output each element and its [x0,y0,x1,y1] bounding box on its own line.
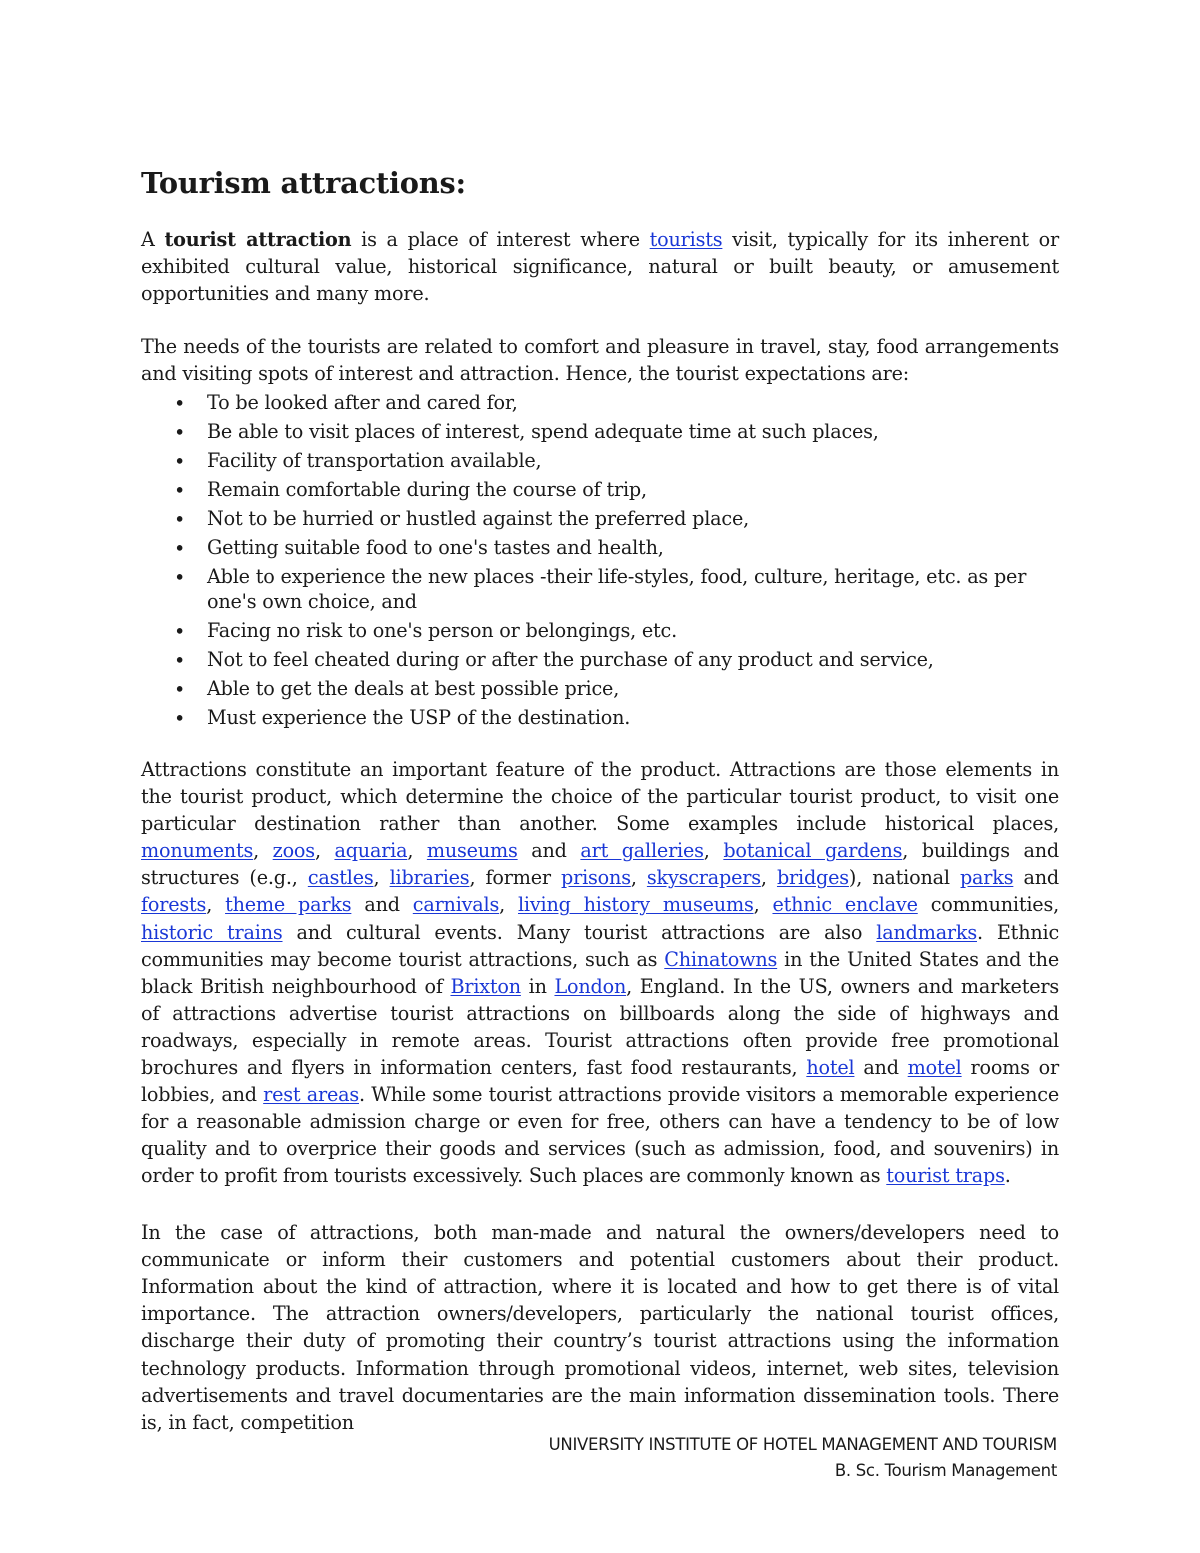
link-rest-areas[interactable]: rest areas [263,1083,359,1107]
link-forests[interactable]: forests [141,893,207,917]
para-text: , [499,893,518,917]
needs-paragraph: The needs of the tourists are related to comfort and pleasure in travel, stay, food arrangements and visiting spots of interest and attraction. Hence, the tourist expectations are: [141,334,1059,385]
list-item [141,390,1059,415]
bullet-icon: • [174,508,186,532]
para-text: and [517,839,581,863]
list-item-text: Be able to visit places of interest, spend adequate time at such places, [207,420,879,444]
para-text: , [703,839,724,863]
intro-bold-term: tourist attraction [164,228,352,251]
list-item [141,419,1059,444]
page-footer [549,1432,1057,1484]
list-item [141,477,1059,502]
list-item-text: Able to experience the new places -their life-styles, food, culture, heritage, etc. as per one's own choice, and [207,565,1027,614]
list-item [141,618,1059,643]
list-item [141,564,1059,614]
para-text: . [1004,1164,1011,1188]
bullet-icon: • [174,707,186,731]
list-item [141,448,1059,473]
para-text: . Ethnic communities may become tourist attractions, such as [141,920,1059,971]
section-title: Tourism attractions: [141,166,466,200]
link-chinatowns[interactable]: Chinatowns [664,947,778,971]
list-item-text: Not to be hurried or hustled against the preferred place, [207,507,749,531]
list-item [141,705,1059,730]
para-text: Attractions constitute an important feature of the product. Attractions are those elements in the tourist product, which determine the choice of the particular tourist product, to visit one particular destination rather than another. Some examples include historical places, [141,758,1059,836]
expectations-list [141,390,1059,730]
link-carnivals[interactable]: carnivals [412,893,500,917]
link-bridges[interactable]: bridges [776,866,849,890]
para-text: in [520,974,555,998]
bullet-icon: • [174,421,186,445]
intro-text: is a place of interest where [351,228,650,251]
link-monuments[interactable]: monuments [141,839,254,863]
link-motel[interactable]: motel [907,1056,962,1080]
link-historic-trains[interactable]: historic trains [141,920,283,944]
bullet-icon: • [174,392,186,416]
list-item-text: Getting suitable food to one's tastes and health, [207,536,664,560]
information-paragraph: In the case of attractions, both man-made and natural the owners/developers need to communicate or inform their customers and potential customers about their product. Information about the kind of attraction, where it is located and how to get there is of vital importance. The attraction owners/developers, particularly the national tourist offices, discharge their duty of promoting their country’s tourist attractions using the information technology products. Information through promotional videos, internet, web sites, television advertisements and travel documentaries are the main information dissemination tools. There is, in fact, competition [141,1220,1059,1434]
link-aquaria[interactable]: aquaria [334,839,408,863]
list-item [141,535,1059,560]
list-item [141,676,1059,701]
bullet-icon: • [174,537,186,561]
document-body [141,166,1060,1436]
link-tourists[interactable]: tourists [649,228,723,251]
list-item [141,506,1059,531]
para-text: , [373,866,390,890]
link-tourist-traps[interactable]: tourist traps [886,1164,1005,1188]
link-ethnic-enclave[interactable]: ethnic enclave [772,893,918,917]
para-text: , former [469,866,562,890]
link-living-history-museums[interactable]: living history museums [518,893,754,917]
intro-text: visit, typically for its inherent or exhibited cultural value, historical significance, natural or built beauty, or amusement opportunities and many more. [141,228,1060,306]
link-brixton[interactable]: Brixton [450,974,521,998]
intro-paragraph [141,226,1059,308]
list-item [141,647,1059,672]
footer-institute: UNIVERSITY INSTITUTE OF HOTEL MANAGEMENT AND TOURISM [548,1435,1057,1454]
para-text: . While some tourist attractions provide visitors a memorable experience for a reasonable admission charge or even for free, others can have a tendency to be of low quality and to overprice their goods and services (such as admission, food, and souvenirs) in order to profit from tourists excessively. Such places are commonly known as [141,1083,1060,1188]
attractions-paragraph [141,756,1059,1190]
link-parks[interactable]: parks [959,866,1014,890]
bullet-icon: • [174,620,186,644]
link-art-galleries[interactable]: art galleries [580,839,704,863]
para-text: communities, [917,893,1059,917]
para-text: , [253,839,273,863]
para-text: and [854,1056,908,1080]
bullet-icon: • [174,566,186,590]
list-item-text: To be looked after and cared for, [207,391,518,415]
para-text: rooms or lobbies, and [141,1056,1059,1107]
bullet-icon: • [174,678,186,702]
link-skyscrapers[interactable]: skyscrapers [646,866,761,890]
link-london[interactable]: London [554,974,627,998]
list-item-text: Facility of transportation available, [207,449,542,473]
intro-text: A [141,228,165,251]
link-castles[interactable]: castles [307,866,374,890]
list-item-text: Must experience the USP of the destination. [207,706,631,730]
para-text: ), national [848,866,960,890]
para-text: , [753,893,773,917]
para-text: , buildings and structures (e.g., [141,839,1059,890]
para-text: , England. In the US, owners and marketers of attractions advertise tourist attractions on billboards along the side of highways and roadways, especially in remote areas. Tourist attractions often provide free promotional brochures and flyers in information centers, fast food restaurants, [141,974,1059,1080]
para-text: , [206,893,226,917]
list-item-text: Facing no risk to one's person or belongings, etc. [207,619,677,643]
bullet-icon: • [174,450,186,474]
link-prisons[interactable]: prisons [561,866,631,890]
para-text: , [407,839,427,863]
link-botanical-gardens[interactable]: botanical gardens [723,839,903,863]
list-item-text: Remain comfortable during the course of trip, [207,478,647,502]
link-libraries[interactable]: libraries [389,866,470,890]
para-text: in the United States and the black British neighbourhood of [141,947,1059,998]
link-museums[interactable]: museums [426,839,518,863]
footer-course: B. Sc. Tourism Management [834,1461,1057,1480]
bullet-icon: • [174,479,186,503]
link-landmarks[interactable]: landmarks [876,920,977,944]
para-text: and [1013,866,1059,890]
link-hotel[interactable]: hotel [806,1056,855,1080]
link-theme-parks[interactable]: theme parks [225,893,352,917]
para-text: and cultural events. Many tourist attractions are also [282,920,877,944]
bullet-icon: • [174,649,186,673]
para-text: , [630,866,647,890]
link-zoos[interactable]: zoos [272,839,315,863]
list-item-text: Able to get the deals at best possible price, [207,677,620,701]
list-item-text: Not to feel cheated during or after the purchase of any product and service, [207,648,934,672]
para-text: , [314,839,335,863]
para-text: , [760,866,777,890]
para-text: and [351,893,413,917]
